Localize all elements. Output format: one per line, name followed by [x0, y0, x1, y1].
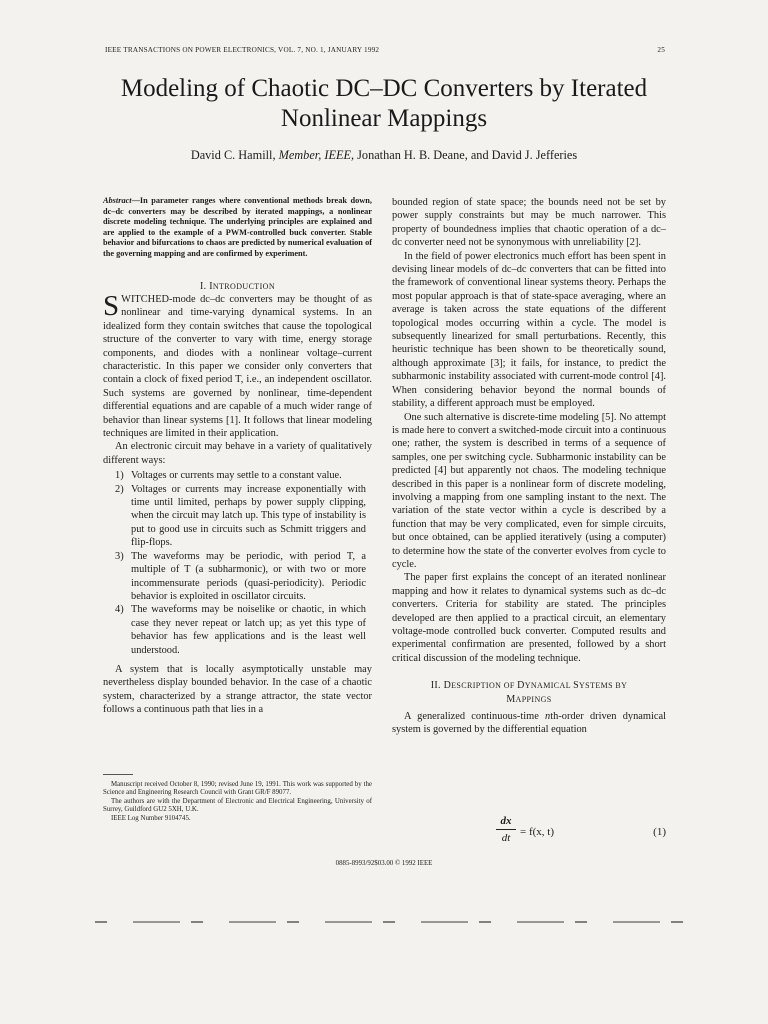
list-item-number: 4) [115, 604, 124, 616]
journal-citation: IEEE TRANSACTIONS ON POWER ELECTRONICS, VOL. 7, NO. 1, JANUARY 1992 [105, 46, 380, 54]
section-2-word: APPINGS [515, 694, 552, 704]
intro-paragraph-1-text: WITCHED-mode dc–dc converters may be thought of as nonlinear and time-varying dynamical systems. In an idealized form they contain switches that cause the topological structure of the converter to vary with time, energy storage components, and diodes with a nonlinear voltage–current characteristic. In this paper we consider only converters that contain a clock of fixed period T, i.e., an independent oscillator. Such systems are governed by nonlinear, time-dependent differential equations and are capable of a much wider range of behavior than linear systems [1]. It follows that linear modeling techniques are limited in their application. [103, 293, 372, 440]
section-2-heading [392, 679, 666, 706]
section-2-word-initial: D [443, 680, 452, 692]
intro-paragraph-2: An electronic circuit may behave in a variety of qualitatively different ways: [103, 441, 372, 466]
list-item-text: The waveforms may be noiselike or chaotic, in which case they never repeat or latch up; as yet this type of behavior has few applications and is the least well understood. [131, 604, 366, 656]
abstract [103, 196, 372, 260]
derivative-fraction [496, 814, 516, 845]
section-1-title-rest: NTRODUCTION [212, 281, 276, 291]
section-2-word: YSTEMS BY [579, 681, 628, 691]
list-item-number: 3) [115, 550, 124, 562]
author-1: David C. Hamill, [190, 148, 279, 162]
right-paragraph-3: One such alternative is discrete-time modeling [5]. No attempt is made here to convert a switched-mode circuit into a continuous one; rather, the system is described in terms of a sequence of samples, one per switching cycle. Subharmonic instability can be predicted [4] but apparently not chaos. The modeling technique described in this paper is a nonlinear form of discrete modeling, involving a mapping from one sampling instant to the next. The variation of the state vector within a cycle is described by a function that may be very complicated, even for simple circuits, but once obtained, can be applied iteratively (using a computer) to determine how the state of the converter evolves from cycle to cycle. [392, 411, 666, 570]
right-paragraph-4: The paper first explains the concept of an iterated nonlinear mapping and how it relates to dynamical systems such as dc–dc converters. Criteria for stability are stated. The principles developed are then applied to a practical circuit, an elementary voltage-mode controlled buck converter. Computed results and experimental confirmation are presented, followed by a short critical discussion of the modeling technique. [392, 572, 666, 664]
right-column [392, 196, 666, 737]
equation-number: (1) [653, 826, 666, 838]
footnote-log-number: IEEE Log Number 9104745. [111, 814, 191, 822]
section-2-word: YNAMICAL [524, 681, 574, 691]
section-2-heading-line-2 [392, 693, 666, 706]
list-item [103, 469, 372, 482]
list-item [103, 603, 372, 657]
list-item-text: Voltages or currents may settle to a constant value. [131, 470, 342, 482]
list-item-text: Voltages or currents may increase exponentially with time until limited, perhaps by power supply clipping, when the circuit may latch up. This type of instability is put to good use in circuits such as Schmitt triggers and flip-flops. [131, 483, 366, 549]
section-2-paragraph-text: th-order driven dynamical system is governed by the differential equation [392, 711, 667, 736]
title-line-1: Modeling of Chaotic DC–DC Converters by Iterated [120, 75, 648, 102]
list-item-number: 1) [115, 470, 124, 482]
list-item [103, 550, 372, 604]
section-1-title-initial: I [209, 280, 213, 292]
footnote-manuscript: Manuscript received October 8, 1990; revised June 19, 1991. This work was supported by the Science and Engineering Research Council with Grant GR/F 89077. [103, 781, 372, 797]
intro-paragraph-3: A system that is locally asymptotically unstable may nevertheless display bounded behavior. In the case of a chaotic system, characterized by a strange attractor, the state vector follows a continuous path that lies in a [103, 663, 372, 716]
section-2-word-initial: M [506, 693, 516, 705]
right-paragraph-1: bounded region of state space; the bounds need not be set by power supply constraints but may be much narrower. This property of boundedness implies that chaotic operation of a dc–dc converter need not be synonymous with unreliability [2]. [392, 197, 666, 249]
abstract-label: Abstract [103, 196, 132, 205]
section-2-word-initial: S [573, 680, 579, 692]
fraction-numerator: dx [500, 815, 512, 827]
list-item-number: 2) [115, 483, 124, 495]
section-2-paragraph-text: A generalized continuous-time [404, 711, 546, 723]
list-item [103, 483, 372, 550]
section-2-word-initial: D [517, 680, 525, 692]
section-2-heading-line-1 [392, 679, 666, 692]
section-2-number: II. [430, 680, 444, 692]
equation-right-side: = f(x, t) [520, 826, 554, 838]
title-line-2: Nonlinear Mappings [280, 105, 488, 132]
fraction-denominator: dt [501, 832, 511, 844]
section-2-paragraph-1 [392, 710, 666, 737]
left-column [103, 196, 372, 717]
order-symbol: n [545, 711, 551, 723]
intro-paragraph-1 [103, 289, 372, 440]
drop-cap: S [103, 289, 120, 322]
list-item-text: The waveforms may be periodic, with period T, a multiple of T (a subharmonic), or with two or more incommensurate periods (quasi-periodicity). Periodic behavior is exploited in oscillator circuits. [131, 550, 366, 602]
copyright-line: 0885-8993/92$03.00 © 1992 IEEE [335, 860, 433, 867]
behavior-list [103, 469, 372, 657]
scan-artifact-dashes [95, 921, 695, 923]
section-1-heading [103, 280, 372, 293]
author-list [84, 148, 684, 163]
section-2-word: ESCRIPTION OF [451, 681, 518, 691]
footnote-rule [103, 774, 133, 775]
equation-1 [392, 814, 666, 854]
paper-title [84, 74, 684, 134]
section-1-number: I. [199, 280, 210, 292]
page-number: 25 [657, 46, 665, 54]
other-authors: Jonathan H. B. Deane, and David J. Jefferies [354, 148, 578, 162]
footnotes [103, 774, 372, 823]
fraction-bar [496, 829, 516, 830]
footnote-affiliation: The authors are with the Department of Electronic and Electrical Engineering, University of Surrey, Guildford GU2 5XH, U.K. [103, 797, 372, 814]
right-paragraph-2: In the field of power electronics much effort has been spent in devising linear models of dc–dc converters that can be fitted into the framework of conventional linear systems theory. Perhaps the most popular approach is that of state-space averaging, where an average is taken across the state equations of the different topological modes occurring within a cycle. The model is subsequently linearized for small perturbations. Recently, this heuristic technique has been shown to be theoretically sound, although approximate [3]; it fails, for instance, to predict the subharmonic instability associated with current-mode control [4]. When considering behavior beyond the normal bounds of stability, a different approach must be employed. [392, 250, 666, 410]
author-1-role: Member, IEEE, [278, 148, 355, 162]
abstract-text: —In parameter ranges where conventional methods break down, dc–dc converters may be described by iterated mappings, a nonlinear discrete modeling technique. The underlying principles are explained and are applied to the example of a PWM-controlled buck converter. Stable behavior and bifurcations to chaos are predicted by numerical evaluation of the governing mapping and are confirmed by experiment. [103, 196, 372, 258]
